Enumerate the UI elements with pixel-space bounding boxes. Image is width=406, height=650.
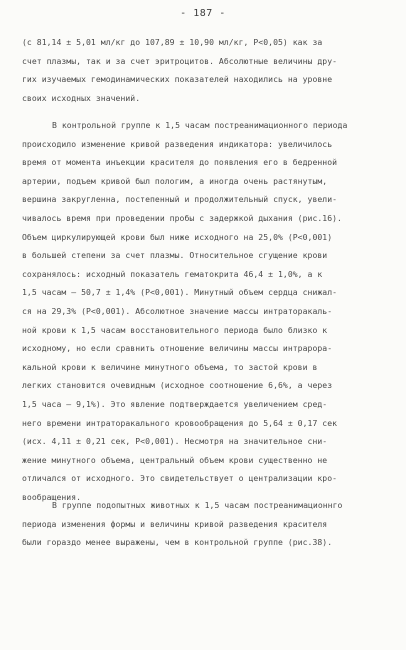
text-line: в большей степени за счет плазмы. Относительное сгущение крови xyxy=(22,250,328,261)
text-line: ся на 29,3% (Р<0,001). Абсолютное значение массы интраторакаль- xyxy=(22,305,333,316)
text-line: сохранялось: исходный показатель гематокрита 46,4 ± 1,0%, а к xyxy=(22,268,323,279)
text-line: артерии, подъем кривой был пологим, а иногда очень растянутым, xyxy=(22,175,328,186)
page-number: - 187 - xyxy=(180,8,226,19)
paragraph-1 xyxy=(22,33,378,107)
paragraph-3 xyxy=(22,496,378,552)
text-line: гих изучаемых гемодинамических показателей находились на уровне xyxy=(22,74,333,85)
text-line: жение минутного объема, центральный объем крови существенно не xyxy=(22,454,328,465)
text-line: были гораздо менее выражены, чем в контрольной группе (рис.38). xyxy=(22,537,333,548)
text-line: (с 81,14 ± 5,01 мл/кг до 107,89 ± 10,90 мл/кг, Р<0,05) как за xyxy=(22,37,323,47)
text-line: В контрольной группе к 1,5 часам постреанимационного периода xyxy=(52,120,348,130)
text-line: происходило изменение кривой разведения индикатора: увеличилось xyxy=(22,138,333,149)
text-line: 1,5 часам – 50,7 ± 1,4% (Р<0,001). Минутный объем сердца снижал- xyxy=(22,287,338,298)
text-line: своих исходных значений. xyxy=(22,92,141,103)
text-line: время от момента инъекции красителя до появления его в бедренной xyxy=(22,157,338,168)
text-line: легких становится очевидным (исходное соотношение 6,6%, а через xyxy=(22,380,333,391)
text-line: вообращения. xyxy=(22,491,82,502)
text-line: 1,5 часа – 9,1%). Это явление подтверждается увеличением сред- xyxy=(22,398,328,409)
text-line: Объем циркулирующей крови был ниже исходного на 25,0% (Р<0,001) xyxy=(22,231,333,242)
text-line: В группе подопытных животных к 1,5 часам постреанимационнго xyxy=(52,500,343,510)
text-line: счет плазмы, так и за счет эритроцитов. Абсолютные величины дру- xyxy=(22,55,338,66)
text-line: исходному, но если сравнить отношение величины массы интрарора- xyxy=(22,343,333,354)
text-line: ной крови к 1,5 часам восстановительного периода было близко к xyxy=(22,324,328,335)
text-line: (исх. 4,11 ± 0,21 сек, Р<0,001). Несмотря на значительное сни- xyxy=(22,436,328,447)
text-line: чивалось время при проведении пробы с задержкой дыхания (рис.16). xyxy=(22,212,342,223)
text-line: него времени интраторакального кровообращения до 5,64 ± 0,17 сек xyxy=(22,417,338,428)
text-line: отличался от исходного. Это свидетельствует о централизации кро- xyxy=(22,473,338,484)
text-line: периода изменения формы и величины кривой разведения красителя xyxy=(22,518,328,529)
paragraph-2 xyxy=(22,116,378,506)
text-line: вершина закругленна, постепенный и продолжительный спуск, увели- xyxy=(22,194,338,205)
text-line: кальной крови к величине минутного объема, то застой крови в xyxy=(22,361,318,372)
